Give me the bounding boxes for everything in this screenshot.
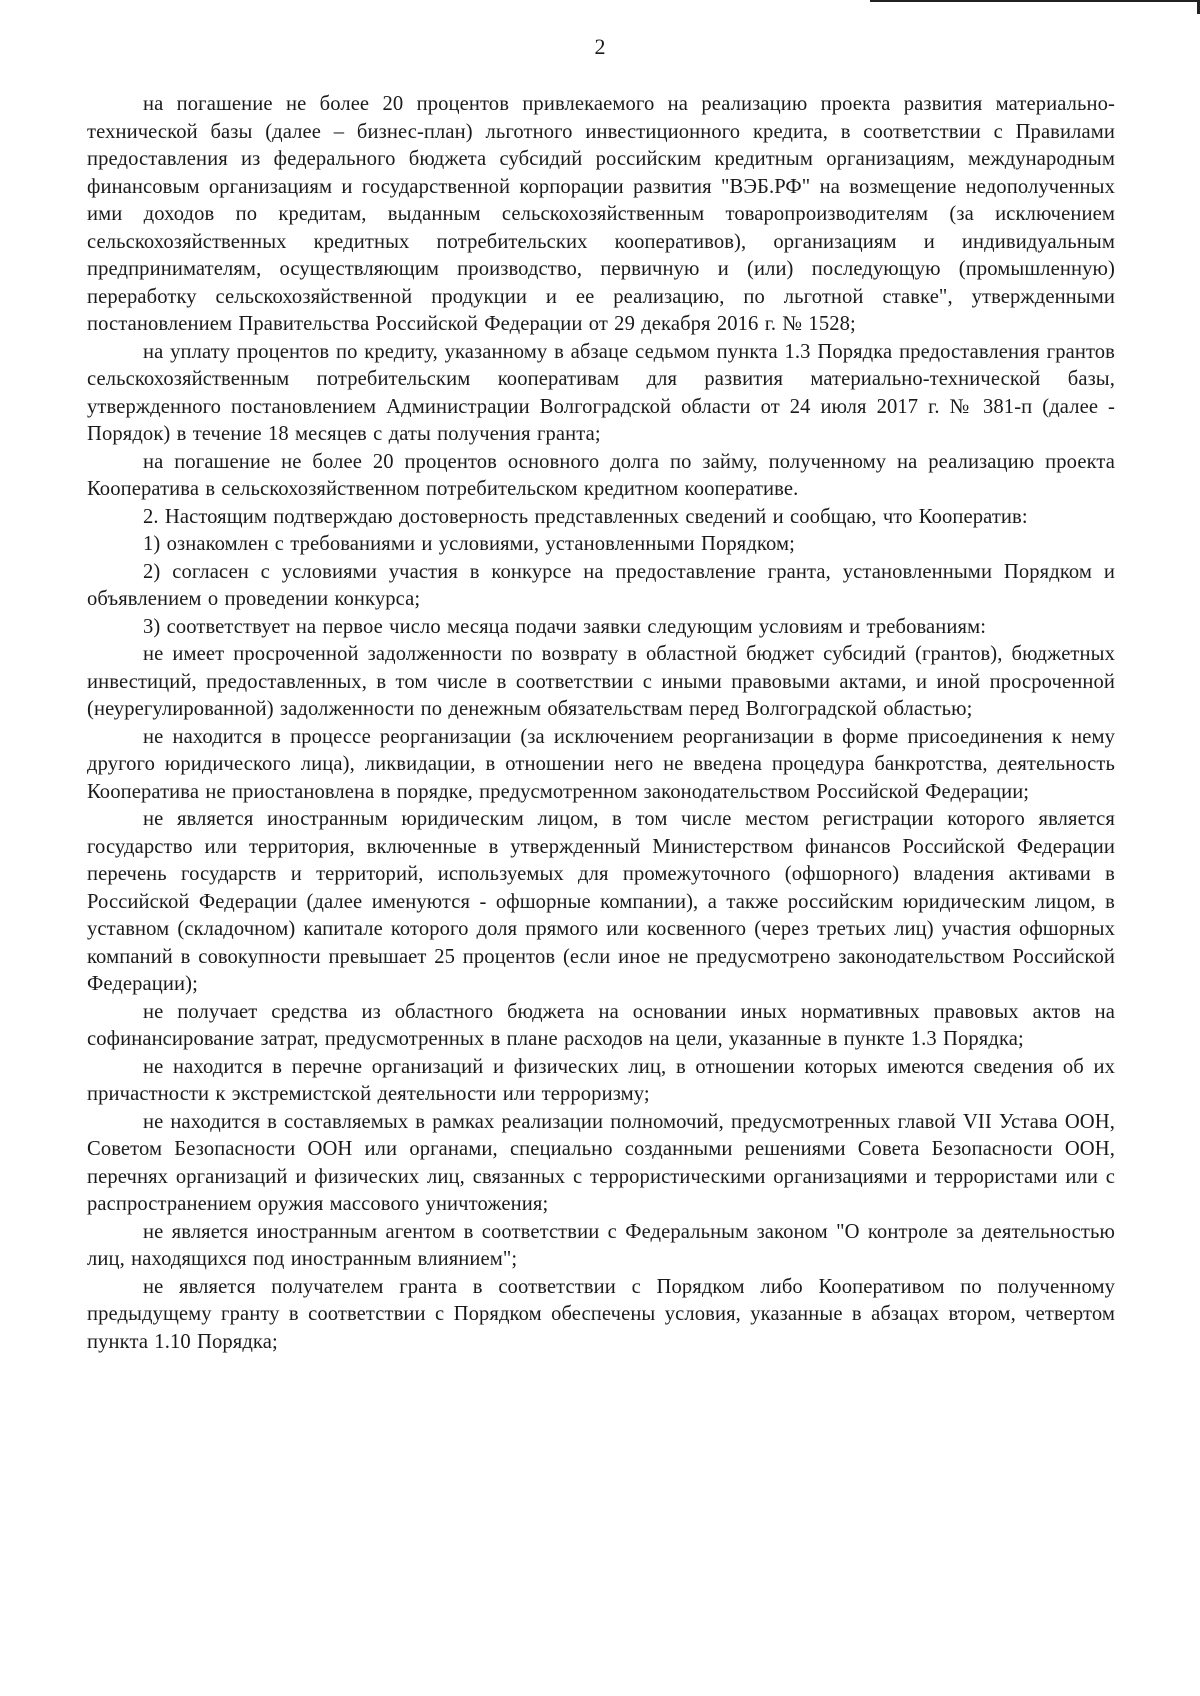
paragraph-loan-repayment: на погашение не более 20 процентов основного долга по займу, полученному на реализацию проекта Кооператива в сельскохозяйственном потребительском кредитном кооперативе. <box>87 450 1115 500</box>
requirement-no-reorganization: не находится в процессе реорганизации (за исключением реорганизации в форме присоединения к нему другого юридического лица), ликвидации, в отношении него не введена процедура банкротства, деятельность Кооператива не приостановлена в порядке, предусмотренном законодательством Российской Федерации; <box>87 725 1115 803</box>
paragraph-confirmation: 2. Настоящим подтверждаю достоверность представленных сведений и сообщаю, что Кооператив: <box>143 505 1028 528</box>
requirement-not-foreign-agent: не является иностранным агентом в соответствии с Федеральным законом "О контроле за деятельностью лиц, находящихся под иностранным влиянием"; <box>87 1220 1115 1270</box>
list-item-3: 3) соответствует на первое число месяца подачи заявки следующим условиям и требованиям: <box>143 615 987 638</box>
list-item-1: 1) ознакомлен с требованиями и условиями, установленными Порядком; <box>143 533 795 555</box>
document-body <box>87 91 1115 1356</box>
requirement-not-un-list: не находится в составляемых в рамках реализации полномочий, предусмотренных главой VII Устава ООН, Советом Безопасности ООН или органами, специально созданными решениями Совета Безопасности ООН, перечнях организаций и физических лиц, связанных с террористическими организациями и террористами или с распространением оружия массового уничтожения; <box>87 1110 1115 1215</box>
requirement-not-grant-recipient: не является получателем гранта в соответствии с Порядком либо Кооперативом по полученному предыдущему гранту в соответствии с Порядком обеспечены условия, указанные в абзацах втором, четвертом пункта 1.10 Порядка; <box>87 1275 1115 1353</box>
requirement-not-foreign-entity: не является иностранным юридическим лицом, в том числе местом регистрации которого является государство или территория, включенные в утвержденный Министерством финансов Российской Федерации перечень государств и территорий, используемых для промежуточного (офшорного) владения активами в Российской Федерации (далее именуются - офшорные компании), а также российским юридическим лицом, в уставном (складочном) капитале которого доля прямого или косвенного (через третьих лиц) участия офшорных компаний в совокупности превышает 25 процентов (если иное не предусмотрено законодательством Российской Федерации); <box>87 808 1115 995</box>
scan-edge-mark <box>870 0 1200 2</box>
paragraph-interest-payment: на уплату процентов по кредиту, указанному в абзаце седьмом пункта 1.3 Порядка предоставления грантов сельскохозяйственным потребительским кооперативам для развития материально-технической базы, утвержденного постановлением Администрации Волгоградской области от 24 июля 2017 г. № 381-п (далее - Порядок) в течение 18 месяцев с даты получения гранта; <box>87 340 1115 445</box>
page-number: 2 <box>594 34 606 59</box>
requirement-no-other-funding: не получает средства из областного бюджета на основании иных нормативных правовых актов на софинансирование затрат, предусмотренных в плане расходов на цели, указанные в пункте 1.3 Порядка; <box>87 1000 1115 1050</box>
paragraph-repayment-investment-credit: на погашение не более 20 процентов привлекаемого на реализацию проекта развития материально-технической базы (далее – бизнес-план) льготного инвестиционного кредита, в соответствии с Правилами предоставления из федерального бюджета субсидий российским кредитным организациям, международным финансовым организациям и государственной корпорации развития "ВЭБ.РФ" на возмещение недополученных ими доходов по кредитам, выданным сельскохозяйственным товаропроизводителям (за исключением сельскохозяйственных кредитных потребительских кооперативов), организациям и индивидуальным предпринимателям, осуществляющим производство, первичную и (или) последующую (промышленную) переработку сельскохозяйственной продукции и ее реализацию, по льготной ставке", утвержденными постановлением Правительства Российской Федерации от 29 декабря 2016 г. № 1528; <box>87 93 1115 335</box>
requirement-not-extremist-list: не находится в перечне организаций и физических лиц, в отношении которых имеются сведения об их причастности к экстремистской деятельности или терроризму; <box>87 1055 1115 1105</box>
requirement-no-debt: не имеет просроченной задолженности по возврату в областной бюджет субсидий (грантов), бюджетных инвестиций, предоставленных, в том числе в соответствии с иными правовыми актами, и иной просроченной (неурегулированной) задолженности по денежным обязательствам перед Волгоградской областью; <box>87 643 1115 720</box>
list-item-2: 2) согласен с условиями участия в конкурсе на предоставление гранта, установленными Порядком и объявлением о проведении конкурса; <box>87 560 1115 610</box>
